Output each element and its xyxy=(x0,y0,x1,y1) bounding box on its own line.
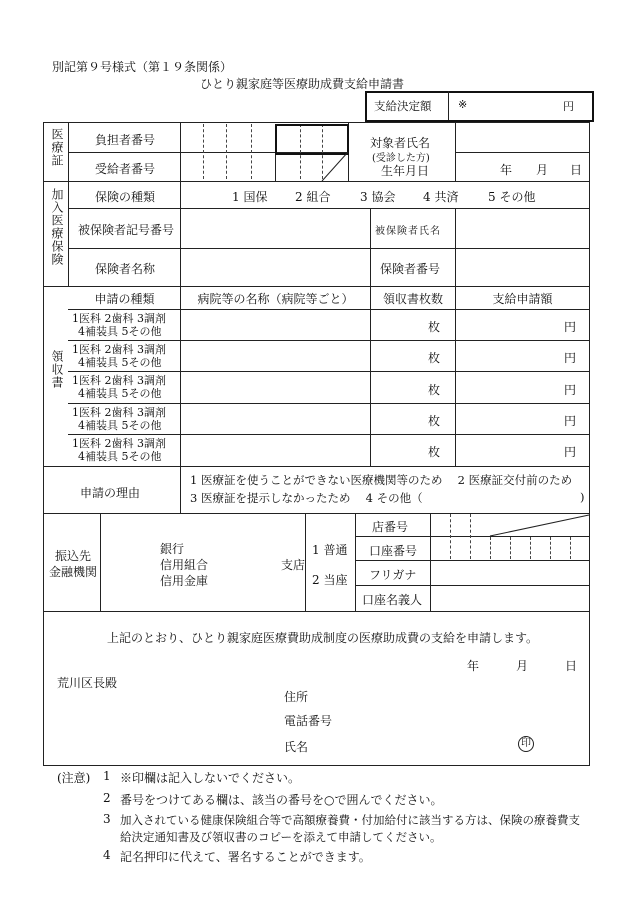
bank-section-label: 振込先 金融機関 xyxy=(48,549,97,579)
ins-card-side-label: 医療証 xyxy=(50,128,64,167)
form-title: ひとり親家庭等医療助成費支給申請書 xyxy=(200,77,405,91)
notes-heading: (注意) xyxy=(57,771,91,785)
insurance-type-1[interactable]: 1 国保 xyxy=(232,190,268,204)
bank-type-bank[interactable]: 銀行 xyxy=(160,542,185,556)
declaration-month: 月 xyxy=(516,659,529,673)
receipt-header-count: 領収書枚数 xyxy=(382,291,443,306)
seal-mark: 印 xyxy=(518,736,534,752)
note-3-continuation: 給決定通知書及び領収書のコピーを添えて申請してください。 xyxy=(120,830,442,844)
reason-label: 申請の理由 xyxy=(80,486,141,500)
bank-type-credit-union[interactable]: 信用組合 xyxy=(160,558,209,572)
account-number-label: 口座番号 xyxy=(369,544,418,558)
note-3-number: 3 xyxy=(103,812,111,826)
insurer-number-label: 保険者番号 xyxy=(380,262,441,276)
receipts-side-label: 領収書 xyxy=(50,350,64,389)
note-4-number: 4 xyxy=(103,848,111,862)
receipt-row-4-amount-unit: 円 xyxy=(564,414,577,428)
reason-options-line2[interactable]: 3 医療証を提示しなかったため 4 その他（ xyxy=(190,491,423,505)
note-2-number: 2 xyxy=(103,791,111,805)
receipt-row-3-type[interactable]: 1医科 2歯科 3調剤 4補装具 5その他 xyxy=(72,374,166,400)
branch-label: 支店 xyxy=(281,558,306,572)
receipt-row-2-amount-unit: 円 xyxy=(564,351,577,365)
receipt-row-5-amount-unit: 円 xyxy=(564,445,577,459)
decision-label: 支給決定額 xyxy=(374,99,432,113)
decision-mark: ※ xyxy=(458,98,468,111)
receipt-header-amount: 支給申請額 xyxy=(492,291,553,306)
account-holder-label: 口座名義人 xyxy=(362,593,423,607)
note-1-number: 1 xyxy=(103,769,111,783)
receipt-row-5-count-unit: 枚 xyxy=(428,445,441,459)
bank-type-shinkin[interactable]: 信用金庫 xyxy=(160,574,209,588)
phone-label: 電話番号 xyxy=(284,714,333,728)
name-label: 氏名 xyxy=(284,740,309,754)
insurance-type-3[interactable]: 3 協会 xyxy=(360,190,396,204)
holder-name-label: 被保険者氏名 xyxy=(375,226,441,237)
receipt-row-1-amount-unit: 円 xyxy=(564,320,577,334)
reason-options-line1[interactable]: 1 医療証を使うことができない医療機関等のため 2 医療証交付前のため xyxy=(190,473,573,487)
dob-month: 月 xyxy=(536,163,549,177)
declaration-day: 日 xyxy=(565,659,578,673)
target-name-label: 対象者氏名 xyxy=(370,136,431,150)
note-3-text: 加入されている健康保険組合等で高額療養費・付加給付に該当する方は、保険の療養費支 xyxy=(120,813,580,827)
decision-unit: 円 xyxy=(563,100,574,113)
receipt-header-hospital: 病院等の名称（病院等ごと） xyxy=(197,291,354,306)
reason-other-close: ) xyxy=(580,490,585,504)
burden-number-label: 負担者番号 xyxy=(95,133,156,147)
insurance-type-4[interactable]: 4 共済 xyxy=(423,190,459,204)
receipt-row-4-count-unit: 枚 xyxy=(428,414,441,428)
dob-label: 生年月日 xyxy=(381,164,430,178)
receipt-row-3-count-unit: 枚 xyxy=(428,383,441,397)
dob-year: 年 xyxy=(500,163,513,177)
note-2-text: 番号をつけてある欄は、該当の番号を○で囲んでください。 xyxy=(120,793,443,807)
insurer-name-label: 保険者名称 xyxy=(95,262,156,276)
target-name-note: (受診した方) xyxy=(372,153,430,164)
address-label: 住所 xyxy=(284,690,309,704)
recipient-number-label: 受給者番号 xyxy=(95,162,156,176)
receipt-row-1-type[interactable]: 1医科 2歯科 3調剤 4補装具 5その他 xyxy=(72,312,166,338)
receipt-row-1-count-unit: 枚 xyxy=(428,320,441,334)
symbol-number-label: 被保険者記号番号 xyxy=(78,223,175,237)
receipt-row-5-type[interactable]: 1医科 2歯科 3調剤 4補装具 5その他 xyxy=(72,437,166,463)
furigana-label: フリガナ xyxy=(369,568,417,582)
receipt-row-3-amount-unit: 円 xyxy=(564,383,577,397)
store-number-label: 店番号 xyxy=(372,520,409,534)
note-4-text: 記名押印に代えて、署名することができます。 xyxy=(120,850,371,864)
account-type-ordinary[interactable]: 1 普通 xyxy=(312,543,348,557)
addressee: 荒川区長殿 xyxy=(57,676,118,690)
declaration-year: 年 xyxy=(467,659,480,673)
account-type-current[interactable]: 2 当座 xyxy=(312,573,348,587)
insurance-side-label: 加入医療保険 xyxy=(50,188,64,266)
dob-day: 日 xyxy=(570,163,583,177)
insurance-type-label: 保険の種類 xyxy=(95,190,156,204)
insurance-type-5[interactable]: 5 その他 xyxy=(488,190,536,204)
form-number: 別記第９号様式（第１９条関係） xyxy=(52,60,233,74)
receipt-row-4-type[interactable]: 1医科 2歯科 3調剤 4補装具 5その他 xyxy=(72,406,166,432)
receipt-row-2-count-unit: 枚 xyxy=(428,351,441,365)
note-1-text: ※印欄は記入しないでください。 xyxy=(120,771,301,785)
receipt-header-type: 申請の種類 xyxy=(94,291,155,306)
insurance-type-2[interactable]: 2 組合 xyxy=(295,190,331,204)
receipt-row-2-type[interactable]: 1医科 2歯科 3調剤 4補装具 5その他 xyxy=(72,343,166,369)
declaration-text: 上記のとおり、ひとり親家庭医療費助成制度の医療助成費の支給を申請します。 xyxy=(107,631,539,645)
